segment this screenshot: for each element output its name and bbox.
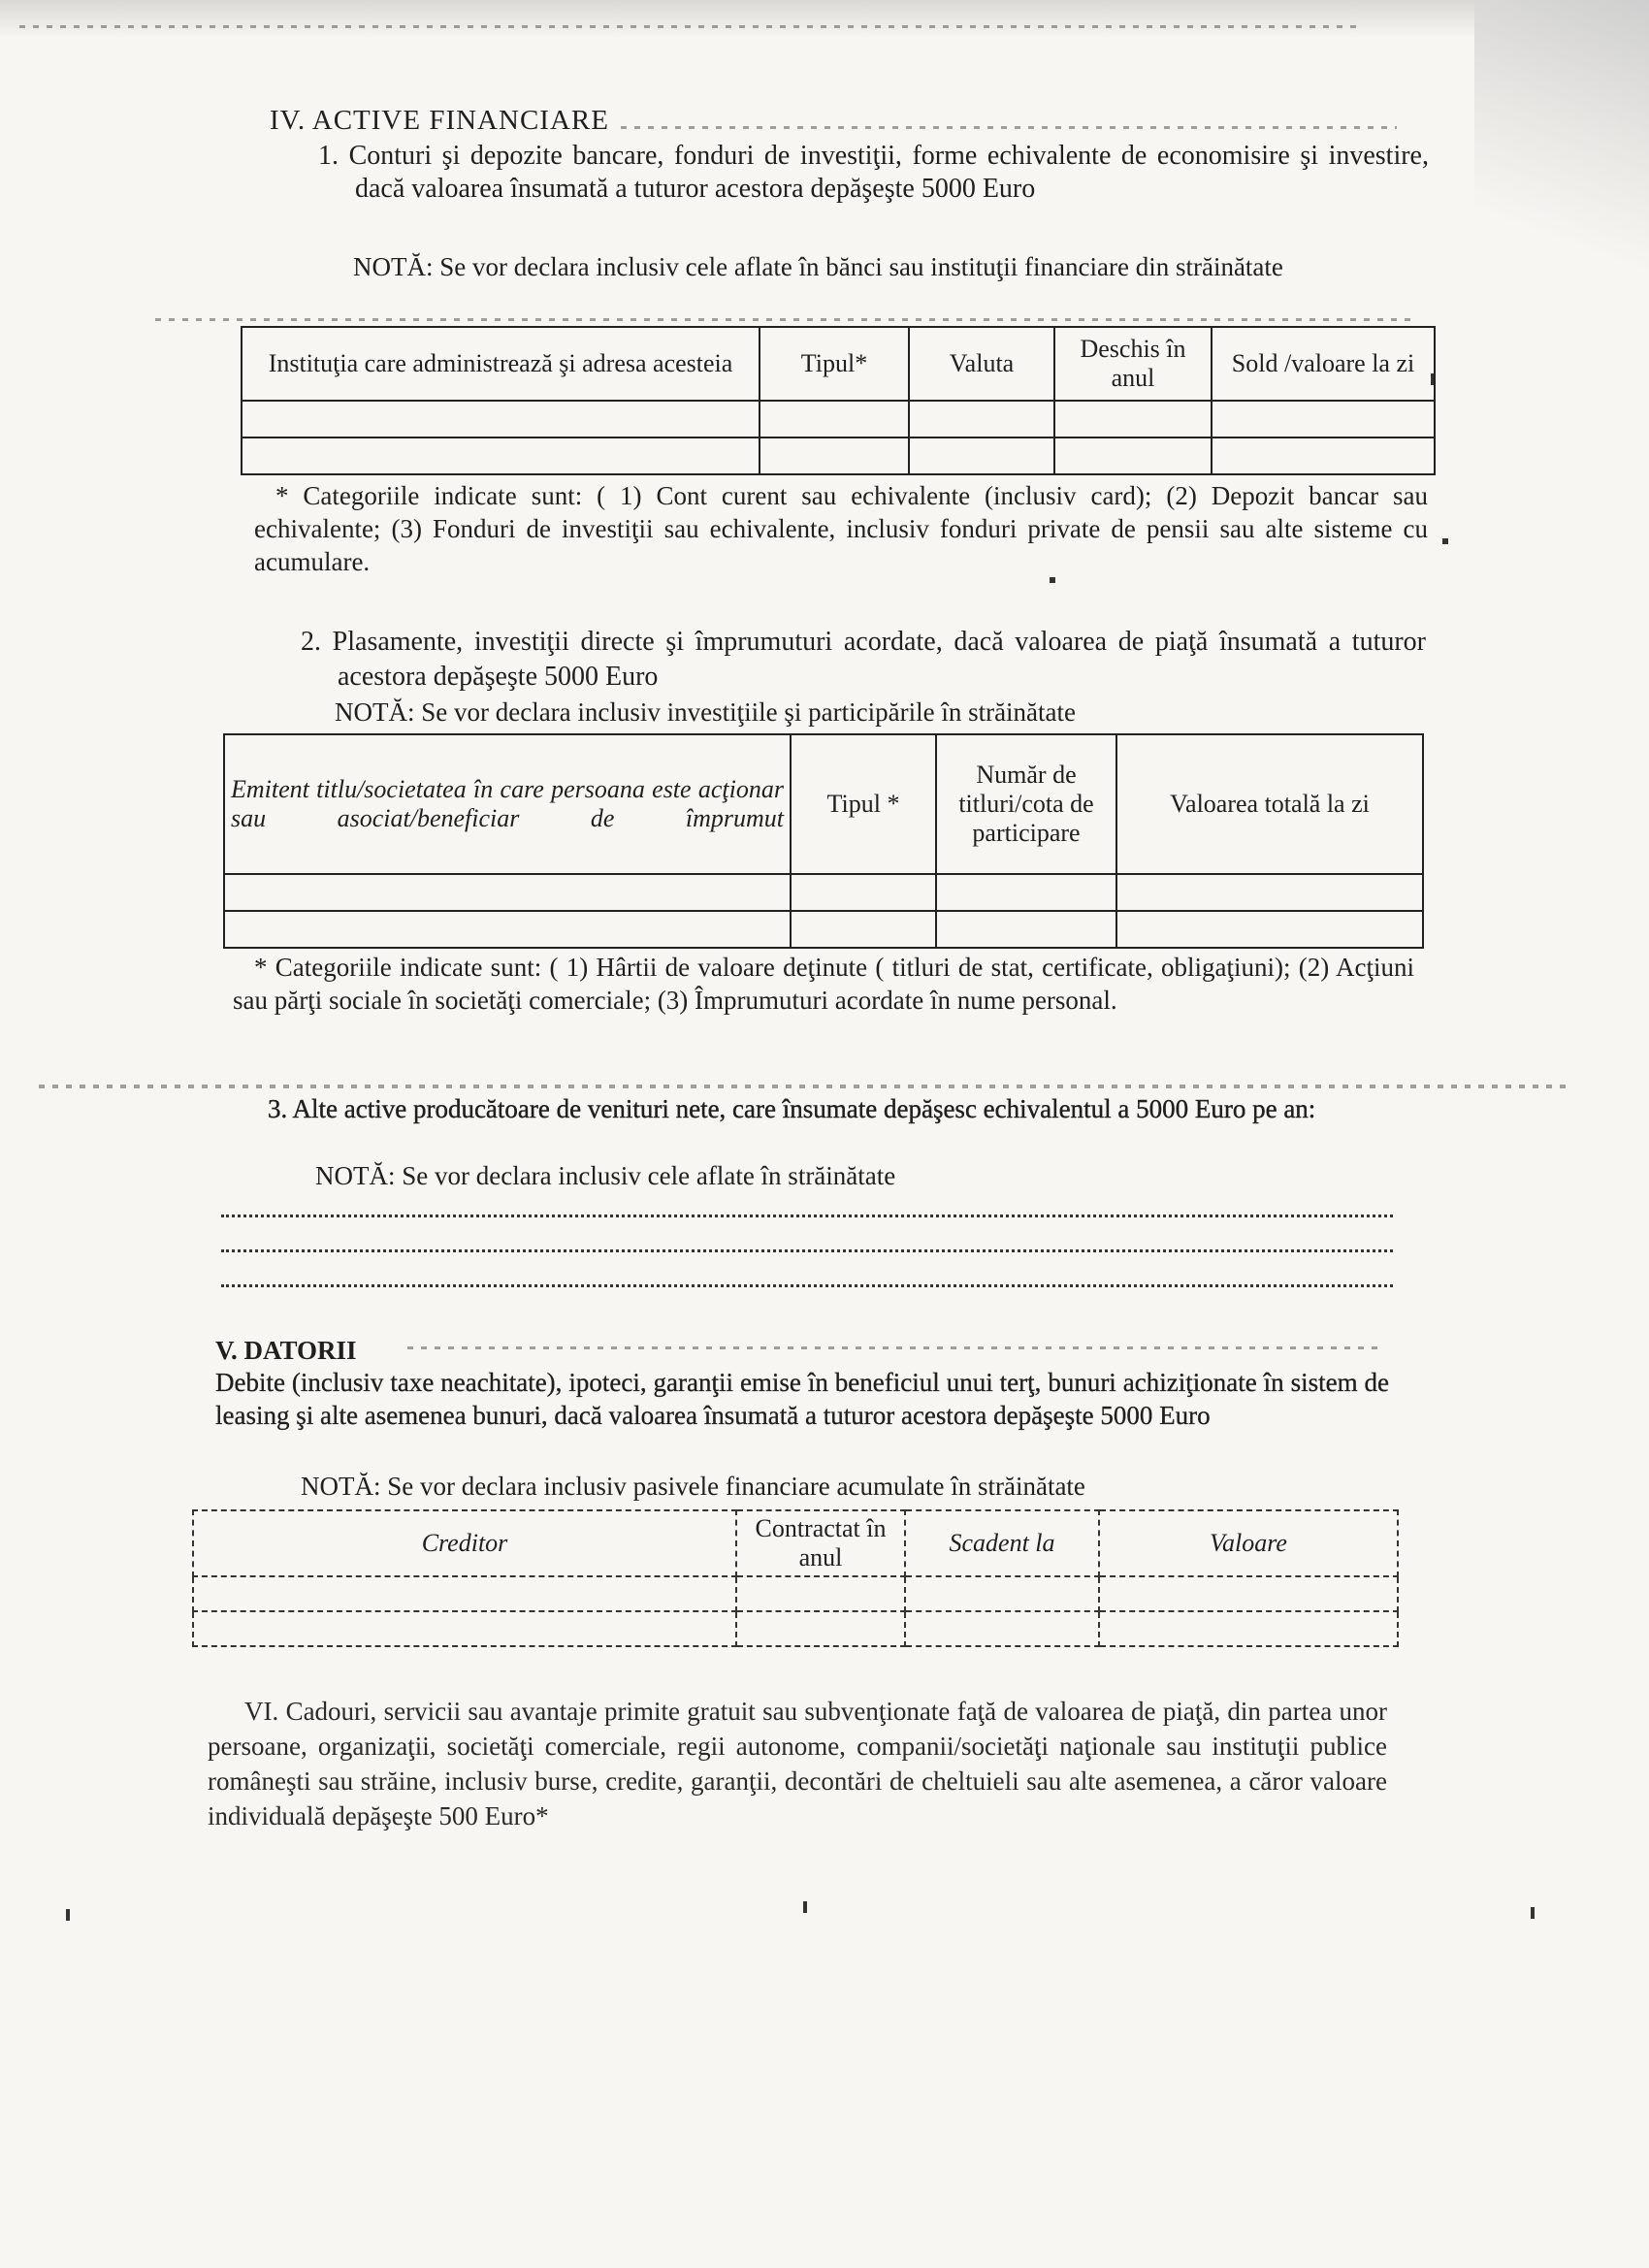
scan-speck	[1531, 1907, 1535, 1919]
footnote-text: * Categoriile indicate sunt: ( 1) Hârtii de valoare deţinute ( titluri de stat, certificate, obligaţiuni); (2) Acţiuni sau părţi sociale în societăţi comerciale; (3) Împrumuturi acordate în nume personal.	[233, 953, 1414, 1015]
column-header: Contractat în anul	[736, 1510, 905, 1576]
scan-noise	[407, 1346, 1377, 1349]
footnote-text: * Categoriile indicate sunt: ( 1) Cont curent sau echivalente (inclusiv card); (2) Depozit bancar sau echivalente; (3) Fonduri de investiţii sau echivalente, inclusiv fonduri private de pensii sau alte sisteme cu acumulare.	[254, 481, 1428, 576]
table-row	[193, 1611, 1398, 1646]
table-cell	[736, 1611, 905, 1646]
scan-noise	[19, 25, 1358, 28]
column-header: Tipul *	[791, 734, 936, 874]
table-cell	[242, 437, 760, 474]
table-cell	[242, 401, 760, 437]
column-header: Valoare	[1099, 1510, 1398, 1576]
table-cell	[760, 401, 909, 437]
scan-speck	[1442, 538, 1448, 544]
blank-line	[221, 1279, 1393, 1287]
note-text: NOTĂ: Se vor declara inclusiv investiţiile şi participările în străinătate	[335, 697, 1077, 727]
table-cell	[905, 1611, 1099, 1646]
investments-table	[223, 733, 1424, 949]
table-cell	[1099, 1611, 1398, 1646]
table-cell	[1212, 401, 1435, 437]
table-cell	[791, 911, 936, 948]
debts-table	[192, 1509, 1399, 1647]
scan-noise	[39, 1085, 1571, 1088]
item-text: 1. Conturi şi depozite bancare, fonduri de investiţii, forme echivalente de economisire şi investire, dacă valoarea însumată a tuturor acestora depăşeşte 5000 Euro	[318, 141, 1429, 204]
table-cell	[909, 401, 1054, 437]
table-cell	[1054, 401, 1212, 437]
table-row	[224, 911, 1423, 948]
scan-noise	[155, 318, 1416, 321]
table-row	[193, 1576, 1398, 1611]
section-text: Debite (inclusiv taxe neachitate), ipoteci, garanţii emise în beneficiul unui terţ, bunuri achiziţionate în sistem de leasing şi alte asemenea bunuri, dacă valoarea însumată a tuturor acestora depăşeşte 5000 Euro	[215, 1368, 1389, 1430]
blank-line	[221, 1244, 1393, 1252]
table-cell	[936, 911, 1116, 948]
table-cell	[193, 1576, 736, 1611]
section-title: IV. ACTIVE FINANCIARE	[270, 105, 609, 136]
table-cell	[936, 874, 1116, 911]
table-cell	[224, 911, 791, 948]
bank-accounts-table	[241, 326, 1436, 475]
table-row	[224, 874, 1423, 911]
scan-noise	[621, 126, 1397, 129]
table-cell	[909, 437, 1054, 474]
column-header: Emitent titlu/societatea în care persoana este acţionar sau asociat/beneficiar de împrumut	[224, 734, 791, 874]
section-text: VI. Cadouri, servicii sau avantaje primite gratuit sau subvenţionate faţă de valoarea de piaţă, din partea unor persoane, organizaţii, societăţi comerciale, regii autonome, companii/societăţi naţionale sau instituţii publice româneşti sau străine, inclusiv burse, credite, garanţii, decontări de cheltuieli sau alte asemenea, a căror valoare individuală depăşeşte 500 Euro*	[208, 1697, 1387, 1831]
table-cell	[760, 437, 909, 474]
scan-speck	[803, 1901, 807, 1913]
table-cell	[1116, 874, 1423, 911]
table-cell	[905, 1576, 1099, 1611]
table-cell	[224, 874, 791, 911]
column-header: Valuta	[909, 327, 1054, 401]
table-row	[242, 437, 1435, 474]
blank-line	[221, 1209, 1393, 1217]
table-cell	[193, 1611, 736, 1646]
scan-corner-shadow	[1474, 0, 1649, 330]
section-title: V. DATORII	[215, 1336, 357, 1365]
table-cell	[1212, 437, 1435, 474]
table-cell	[1099, 1576, 1398, 1611]
item-text: 3. Alte active producătoare de venituri nete, care însumate depăşesc echivalentul a 5000 Euro pe an:	[268, 1094, 1316, 1123]
note-text: NOTĂ: Se vor declara inclusiv cele aflate în bănci sau instituţii financiare din străinătate	[353, 252, 1283, 281]
column-header: Sold /valoare la zi	[1212, 327, 1435, 401]
table-cell	[736, 1576, 905, 1611]
table-row	[242, 401, 1435, 437]
note-text: NOTĂ: Se vor declara inclusiv cele aflate în străinătate	[315, 1161, 896, 1190]
column-header: Valoarea totală la zi	[1116, 734, 1423, 874]
item-text: 2. Plasamente, investiţii directe şi împrumuturi acordate, dacă valoarea de piaţă însumată a tuturor acestora depăşeşte 5000 Euro	[301, 627, 1426, 692]
column-header: Instituţia care administrează şi adresa acesteia	[242, 327, 760, 401]
column-header: Tipul*	[760, 327, 909, 401]
column-header: Creditor	[193, 1510, 736, 1576]
table-cell	[791, 874, 936, 911]
table-cell	[1054, 437, 1212, 474]
column-header: Număr de titluri/cota de participare	[936, 734, 1116, 874]
column-header: Deschis în anul	[1054, 327, 1212, 401]
note-text: NOTĂ: Se vor declara inclusiv pasivele financiare acumulate în străinătate	[301, 1472, 1085, 1501]
scan-top-edge	[0, 0, 1649, 39]
scan-speck	[66, 1909, 70, 1921]
table-cell	[1116, 911, 1423, 948]
column-header: Scadent la	[905, 1510, 1099, 1576]
